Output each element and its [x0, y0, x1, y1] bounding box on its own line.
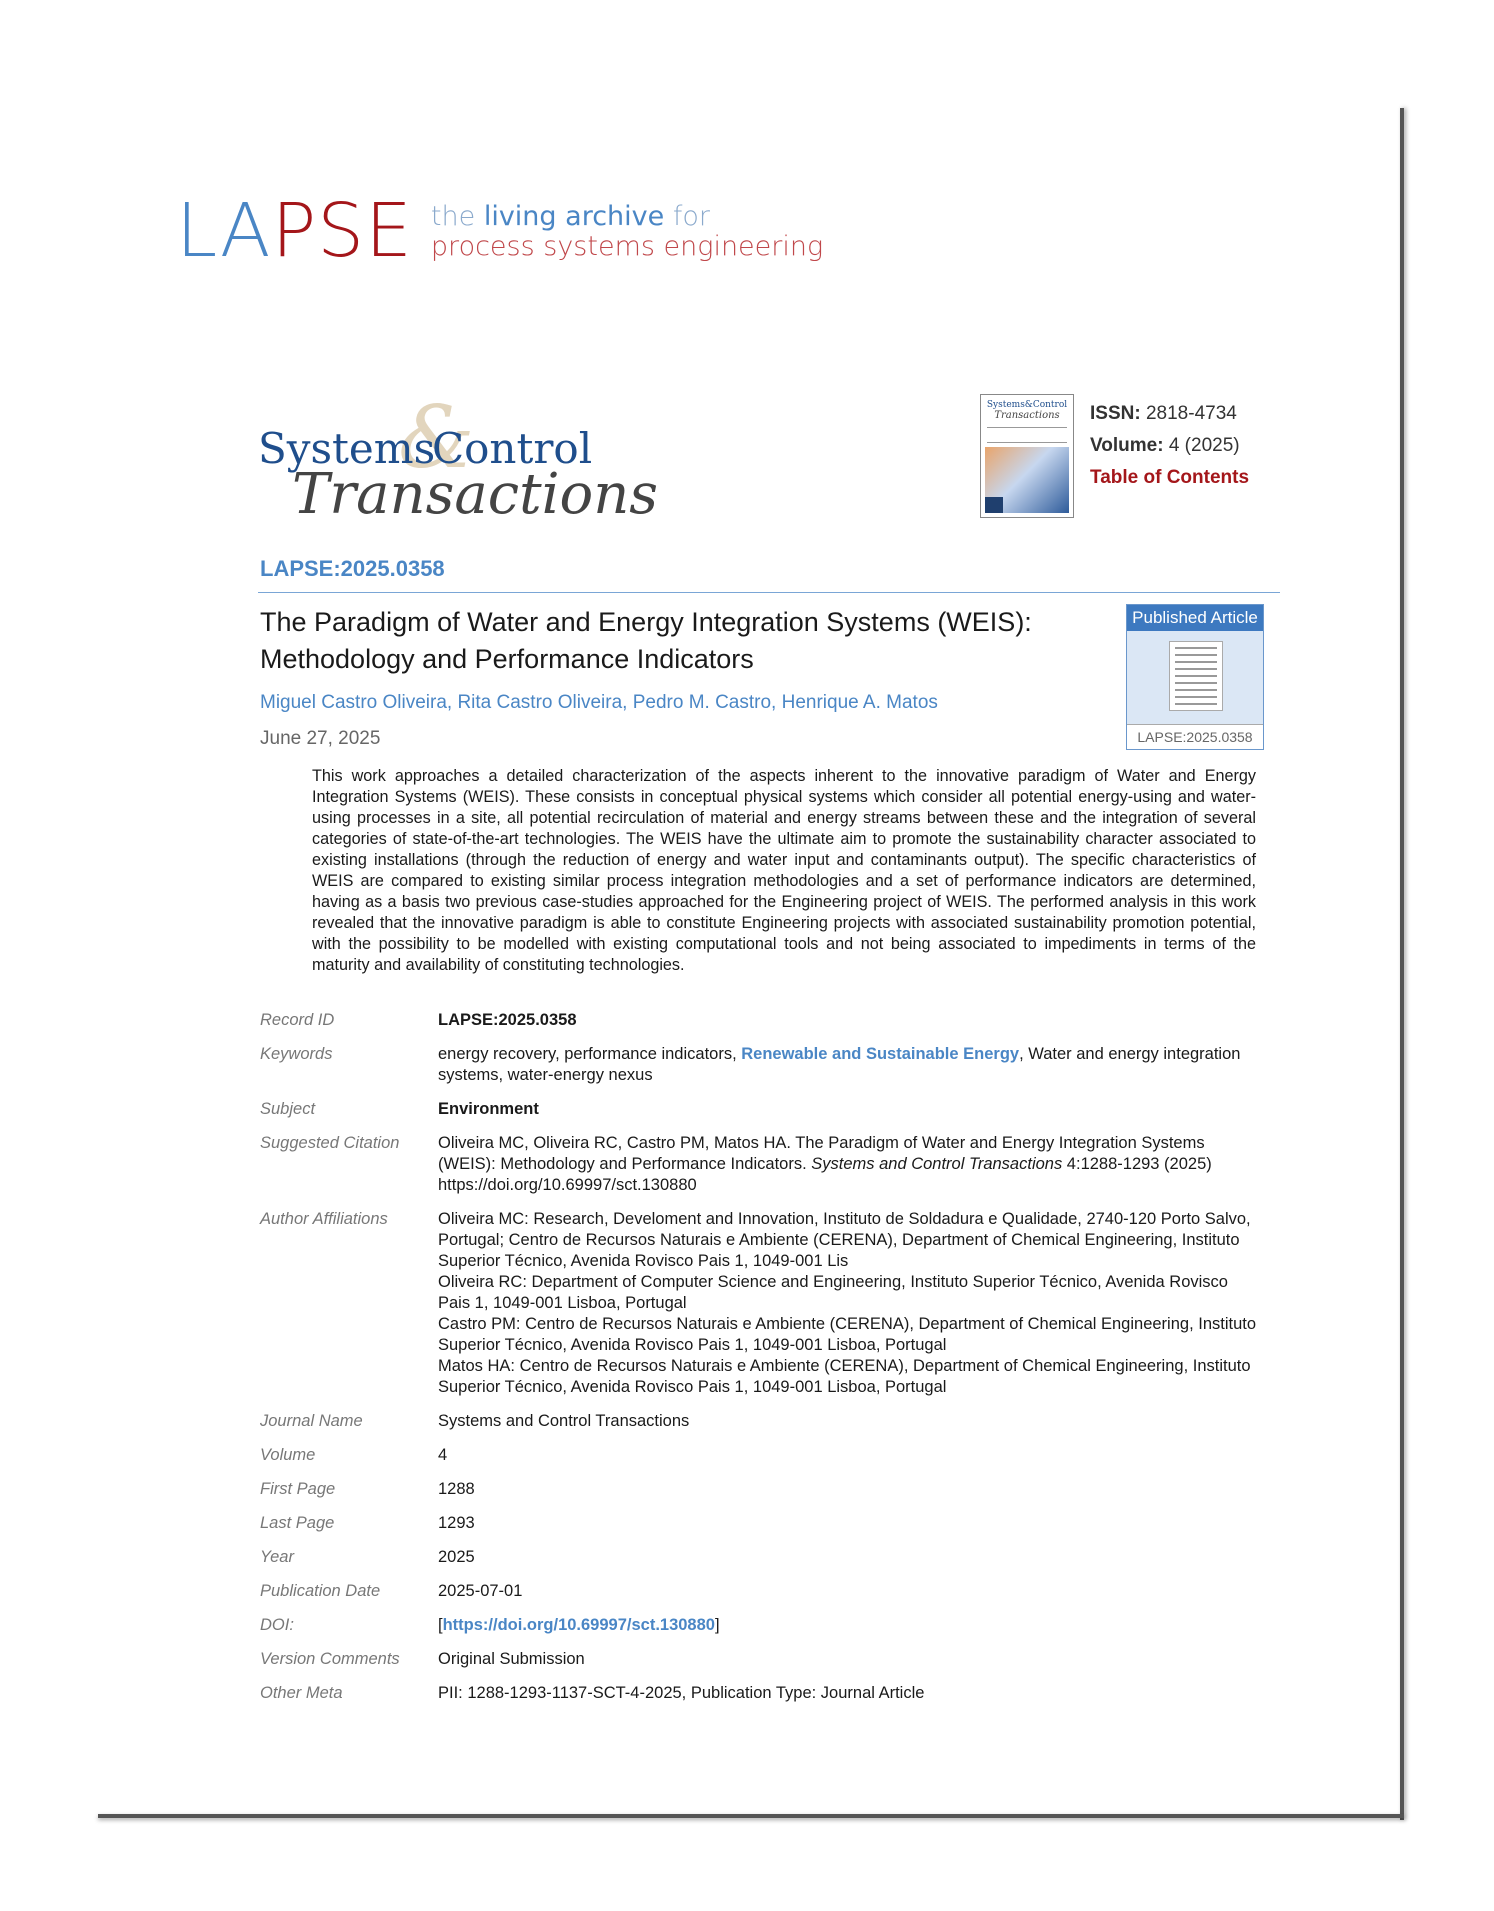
- lapse-logo[interactable]: [176, 188, 824, 274]
- record-id-value-link[interactable]: LAPSE:2025.0358: [438, 1011, 577, 1029]
- published-article-box[interactable]: [1126, 604, 1264, 750]
- subject-link[interactable]: Environment: [438, 1100, 539, 1118]
- article-date: June 27, 2025: [260, 728, 381, 749]
- abstract: This work approaches a detailed characterization of the aspects inherent to the innovative paradigm of Water and Energy Integration Systems (WEIS). These consists in conceptual physical systems which consider all potential energy-using and water-using processes in a site, all potential recirculation of material and energy streams between these and the integration of several categories of state-of-the-art technologies. The WEIS have the ultimate aim to promote the sustainability character associated to existing installations (through the reduction of energy and water input and contaminants output). The specific characteristics of WEIS are compared to existing similar process integration methodologies and a set of performance indicators are determined, having as a basis two previous case-studies approached for the Engineering project of WEIS. The performed analysis in this work revealed that the innovative paradigm is able to constitute Engineering projects with associated sustainability promotion potential, with the possibility to be modelled with existing computational tools and not being associated to impediments in terms of the maturity and availability of constituting technologies.: [312, 767, 1256, 974]
- article-title: The Paradigm of Water and Energy Integration Systems (WEIS): Methodology and Performance Indicators: [260, 607, 1032, 674]
- row-version: Version Comments Original Submission: [260, 1650, 585, 1668]
- row-year: Year 2025: [260, 1548, 475, 1566]
- row-other-meta: Other Meta PII: 1288-1293-1137-SCT-4-2025, Publication Type: Journal Article: [260, 1684, 925, 1702]
- published-article-header: Published Article: [1127, 605, 1263, 631]
- lapse-wordmark: LAPSE: [176, 188, 413, 274]
- table-of-contents-link[interactable]: Table of Contents: [1090, 467, 1250, 488]
- divider: [258, 592, 1280, 593]
- row-affiliations: Author Affiliations Oliveira MC: Research, Develoment and Innovation, Instituto de Soldadura e Qualidade, 2740-120 Porto Salvo, Portugal; Centro de Recursos Naturais e Ambiente (CERENA), Department of Chemical Engineering, Instituto Superior Técnico, Avenida Rovisco Pais 1, 1049-001 Lis Oliveira RC: Department of Computer Science and Engineering, Instituto Superior Técnico, Avenida Rovisco Pais 1, 1049-001 Lisboa, Portugal Castro PM: Centro de Recursos Naturais e Ambiente (CERENA), Department of Chemical Engineering, Instituto Superior Técnico, Avenida Rovisco Pais 1, 1049-001 Lisboa, Portugal Matos HA: Centro de Recursos Naturais e Ambiente (CERENA), Department of Chemical Engineering, Instituto Superior Técnico, Avenida Rovisco Pais 1, 1049-001 Lisboa, Portugal: [260, 1210, 1257, 1396]
- row-record-id: Record ID LAPSE:2025.0358: [260, 1010, 1260, 1031]
- row-last-page: Last Page 1293: [260, 1514, 475, 1532]
- row-subject: Subject Environment: [260, 1099, 1260, 1120]
- authors-link[interactable]: Miguel Castro Oliveira, Rita Castro Oliveira, Pedro M. Castro, Henrique A. Matos: [260, 692, 938, 713]
- journal-cover-thumbnail[interactable]: Systems&Control Transactions: [980, 394, 1074, 518]
- metadata-table: [260, 1010, 1260, 1717]
- record-id-link[interactable]: LAPSE:2025.0358: [260, 556, 445, 581]
- published-article-id: LAPSE:2025.0358: [1127, 724, 1263, 749]
- row-publication-date: Publication Date 2025-07-01: [260, 1582, 523, 1600]
- row-citation: Suggested Citation Oliveira MC, Oliveira RC, Castro PM, Matos HA. The Paradigm of Water and Energy Integration Systems (WEIS): Methodology and Performance Indicators. Systems and Control Transactions 4:1288-1293 (2025) https://doi.org/10.69997/sct.130880: [260, 1134, 1212, 1194]
- row-keywords: Keywords energy recovery, performance indicators, Renewable and Sustainable Energy, Water and energy integration systems, water-energy nexus: [260, 1045, 1241, 1084]
- paper-thumbnail-icon: [1169, 641, 1223, 711]
- row-journal: Journal Name Systems and Control Transactions: [260, 1412, 690, 1430]
- row-doi: DOI: [https://doi.org/10.69997/sct.130880]: [260, 1616, 720, 1634]
- page-shadow-bottom: [98, 1814, 1404, 1818]
- doi-link[interactable]: https://doi.org/10.69997/sct.130880: [442, 1616, 715, 1634]
- row-volume: Volume 4: [260, 1446, 448, 1464]
- journal-meta: ISSN: 2818-4734 Volume: 4 (2025) Table of Contents: [1090, 398, 1249, 494]
- row-first-page: First Page 1288: [260, 1480, 475, 1498]
- page-shadow-right: [1400, 108, 1404, 1820]
- journal-logo: & Systems Control Transactions: [258, 388, 658, 527]
- keyword-link[interactable]: Renewable and Sustainable Energy: [741, 1045, 1020, 1063]
- lapse-tagline: the living archive for process systems engineering: [430, 201, 824, 262]
